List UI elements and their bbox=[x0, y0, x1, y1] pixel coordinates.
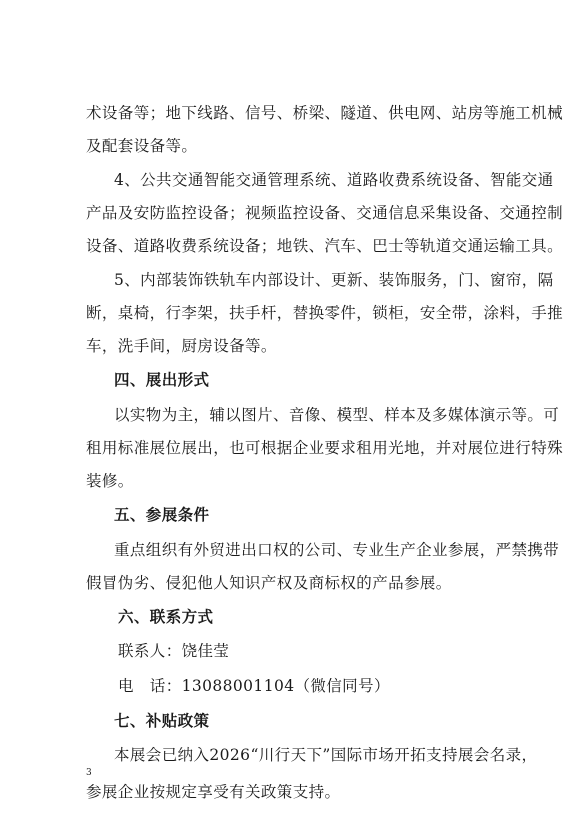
page-number: 3 bbox=[86, 768, 92, 778]
paragraph-line: 以实物为主，辅以图片、音像、模型、样本及多媒体演示等。可 bbox=[114, 406, 560, 424]
body-line: 设备、道路收费系统设备；地铁、汽车、巴士等轨道交通运输工具。 bbox=[86, 237, 564, 255]
section-heading-exhibition-form: 四、展出形式 bbox=[114, 370, 210, 389]
contact-person: 联系人：饶佳莹 bbox=[118, 642, 230, 660]
body-line: 术设备等；地下线路、信号、桥梁、隧道、供电网、站房等施工机械 bbox=[86, 104, 564, 122]
body-line: 装修。 bbox=[86, 472, 134, 490]
section-heading-participation-conditions: 五、参展条件 bbox=[114, 505, 210, 524]
paragraph-line: 重点组织有外贸进出口权的公司、专业生产企业参展，严禁携带 bbox=[114, 541, 560, 559]
list-item-4: 4、公共交通智能交通管理系统、道路收费系统设备、智能交通 bbox=[114, 171, 554, 189]
body-line: 车，洗手间，厨房设备等。 bbox=[86, 337, 277, 355]
section-heading-subsidy-policy: 七、补贴政策 bbox=[114, 711, 210, 730]
body-line: 参展企业按规定享受有关政策支持。 bbox=[86, 783, 341, 801]
list-item-5: 5、内部装饰铁轨车内部设计、更新、装饰服务，门、窗帘，隔 bbox=[114, 271, 554, 289]
body-line: 产品及安防监控设备；视频监控设备、交通信息采集设备、交通控制 bbox=[86, 204, 564, 222]
body-line: 断，桌椅，行李架，扶手杆，替换零件，锁柜，安全带，涂料，手推 bbox=[86, 304, 564, 322]
body-line: 及配套设备等。 bbox=[86, 137, 198, 155]
paragraph-line: 本展会已纳入2026“川行天下”国际市场开拓支持展会名录， bbox=[114, 746, 538, 764]
body-line: 假冒伪劣、侵犯他人知识产权及商标权的产品参展。 bbox=[86, 574, 452, 592]
contact-phone: 电 话：13088001104（微信同号） bbox=[118, 677, 390, 695]
section-heading-contact: 六、联系方式 bbox=[118, 607, 214, 626]
body-line: 租用标准展位展出，也可根据企业要求租用光地，并对展位进行特殊 bbox=[86, 439, 564, 457]
